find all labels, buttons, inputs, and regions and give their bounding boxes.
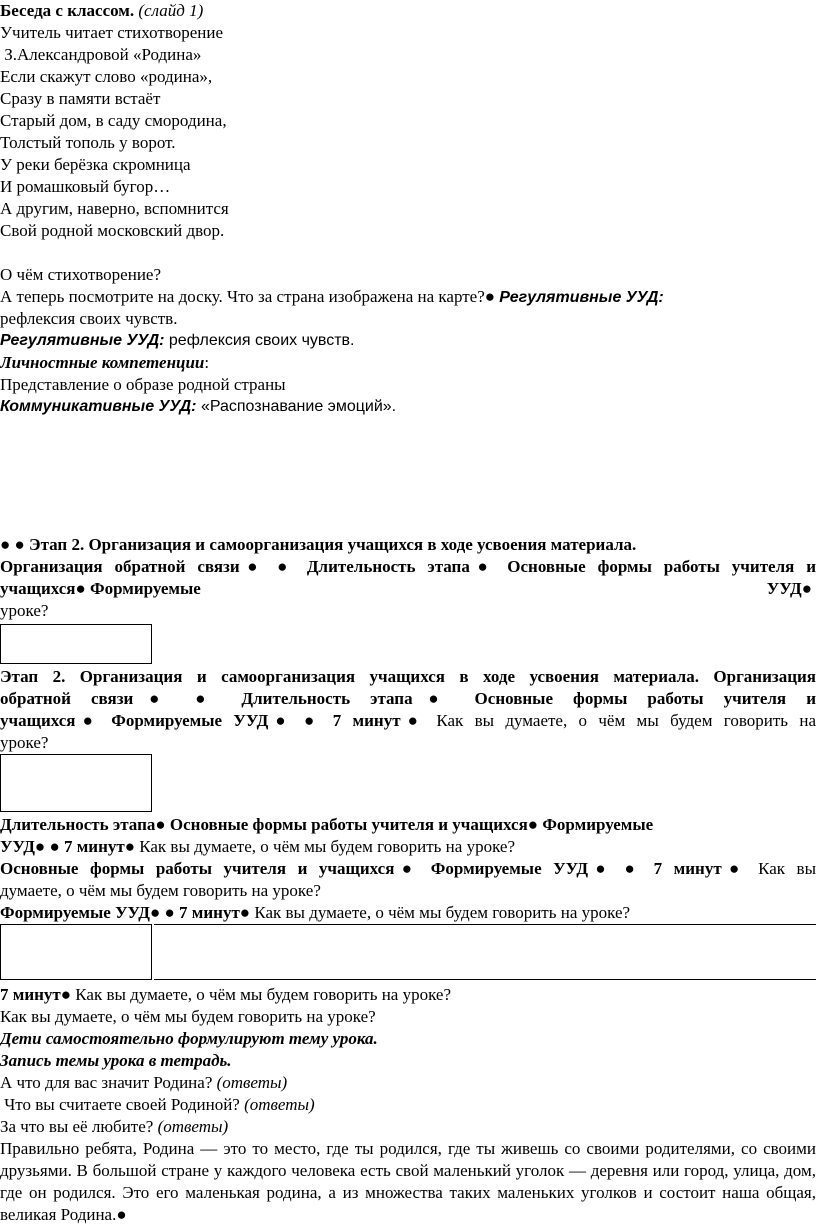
stage-line-3a: учащихся● Формируемые	[0, 579, 201, 598]
komm-text: «Распознавание эмоций».	[196, 398, 397, 415]
stage-line-2: Организация обратной связи● ● Длительность этапа● Основные формы работы учителя и	[0, 557, 816, 576]
stage2-line-4: уроке?	[0, 733, 49, 752]
stage-line-3	[0, 578, 816, 600]
reg-label-2: Регулятивные УУД:	[0, 332, 165, 349]
stage3-line-5	[0, 902, 816, 924]
empty-table-cell	[0, 624, 152, 664]
intro-heading-note: (слайд 1)	[138, 1, 204, 20]
lichn-label: Личностные компетенции	[0, 353, 205, 372]
table-rule	[154, 979, 816, 980]
question-1: О чём стихотворение?	[0, 265, 162, 284]
tail-line-1-rest: Как вы думаете, о чём мы будем говорить на уроке?	[71, 985, 452, 1004]
komm-label: Коммуникативные УУД:	[0, 398, 197, 415]
stage3-line-4: думаете, о чём мы будем говорить на уроке?	[0, 881, 321, 900]
question-2: А теперь посмотрите на доску. Что за страна изображена на карте?●	[0, 287, 496, 306]
stage2-line-1: Этап 2. Организация и самоорганизация учащихся в ходе усвоения материала. Организация	[0, 667, 816, 686]
lichn-line	[0, 352, 816, 374]
poem-line: Если скажут слово «родина»,	[0, 67, 213, 86]
tail-line-2: Как вы думаете, о чём мы будем говорить на уроке?	[0, 1007, 376, 1026]
stage3-line-2-rest: Как вы думаете, о чём мы будем говорить на уроке?	[135, 837, 515, 856]
intro-line: З.Александровой «Родина»	[0, 45, 202, 64]
stage3-line-5-bold: Формируемые УУД● ● 7 минут●	[0, 903, 251, 922]
tail-note-5: (ответы)	[216, 1073, 288, 1092]
tail-note-6: (ответы)	[244, 1095, 315, 1114]
poem-line: Сразу в памяти встаёт	[0, 89, 161, 108]
question-2-line	[0, 286, 816, 309]
stage-line-1: ● ● Этап 2. Организация и самоорганизация учащихся в ходе усвоения материала.	[0, 535, 637, 554]
poem-line: Старый дом, в саду смородина,	[0, 111, 227, 130]
tail-question-6: Что вы считаете своей Родиной?	[0, 1095, 240, 1114]
stage3-line-3-rest: Как вы	[746, 859, 816, 878]
table-rule	[154, 924, 816, 925]
reg-text-2: рефлексия своих чувств.	[164, 332, 355, 349]
stage3-line-3-bold: Основные формы работы учителя и учащихся● Формируемые УУД● ● 7 минут●	[0, 859, 747, 878]
tail-line-7	[0, 1116, 816, 1138]
lichn-colon: :	[204, 353, 210, 372]
tail-line-1	[0, 984, 816, 1006]
poem-line: Свой родной московский двор.	[0, 221, 225, 240]
intro-line: Учитель читает стихотворение	[0, 23, 224, 42]
reg-label: Регулятивные УУД:	[499, 289, 664, 306]
intro-heading-line	[0, 0, 816, 22]
stage3-line-2-bold: УУД● ● 7 минут●	[0, 837, 136, 856]
closing-paragraph: Правильно ребята, Родина — это то место, где ты родился, где ты живешь со своими родителями, со своими друзьями. В большой стране у каждого человека есть свой маленький уголок — деревня или город, улица, дом, где он родился. Это его маленькая родина, а из множества таких маленьких уголков и состоит наша общая, великая Родина.●	[0, 1139, 816, 1224]
poem-line: А другим, наверно, вспомнится	[0, 199, 229, 218]
lichn-text: Представление о образе родной страны	[0, 375, 286, 394]
tail-question-5: А что для вас значит Родина?	[0, 1073, 213, 1092]
stage2-line-3-rest: Как вы думаете, о чём мы будем говорить на	[425, 711, 816, 730]
stage2-line-3-bold: учащихся● Формируемые УУД● ● 7 минут●	[0, 711, 425, 730]
stage-line-3b: УУД●	[766, 579, 812, 598]
tail-line-5	[0, 1072, 816, 1094]
empty-table-cell	[0, 924, 152, 980]
stage2-line-2: обратной связи● ● Длительность этапа● Основные формы работы учителя и	[0, 689, 816, 708]
komm-line	[0, 396, 816, 418]
poem-line: Толстый тополь у ворот.	[0, 133, 176, 152]
tail-line-3: Дети самостоятельно формулируют тему урока.	[0, 1029, 378, 1048]
intro-heading: Беседа с классом.	[0, 1, 135, 20]
tail-line-4: Запись темы урока в тетрадь.	[0, 1051, 232, 1070]
reg-text: рефлексия своих чувств.	[0, 309, 178, 328]
stage3-line-2	[0, 836, 816, 858]
tail-line-6	[0, 1094, 816, 1116]
reg-line-2	[0, 330, 816, 352]
poem-line: У реки берёзка скромница	[0, 155, 191, 174]
stage3-line-3	[0, 858, 816, 880]
poem-line: И ромашковый бугор…	[0, 177, 171, 196]
tail-note-7: (ответы)	[157, 1117, 229, 1136]
stage2-line-3	[0, 710, 816, 732]
tail-question-7: За что вы её любите?	[0, 1117, 154, 1136]
stage-line-4: уроке?	[0, 601, 49, 620]
stage3-line-5-rest: Как вы думаете, о чём мы будем говорить на уроке?	[250, 903, 631, 922]
tail-line-1-bold: 7 минут●	[0, 985, 72, 1004]
empty-table-cell	[0, 754, 152, 812]
stage3-line-1: Длительность этапа● Основные формы работы учителя и учащихся● Формируемые	[0, 815, 654, 834]
